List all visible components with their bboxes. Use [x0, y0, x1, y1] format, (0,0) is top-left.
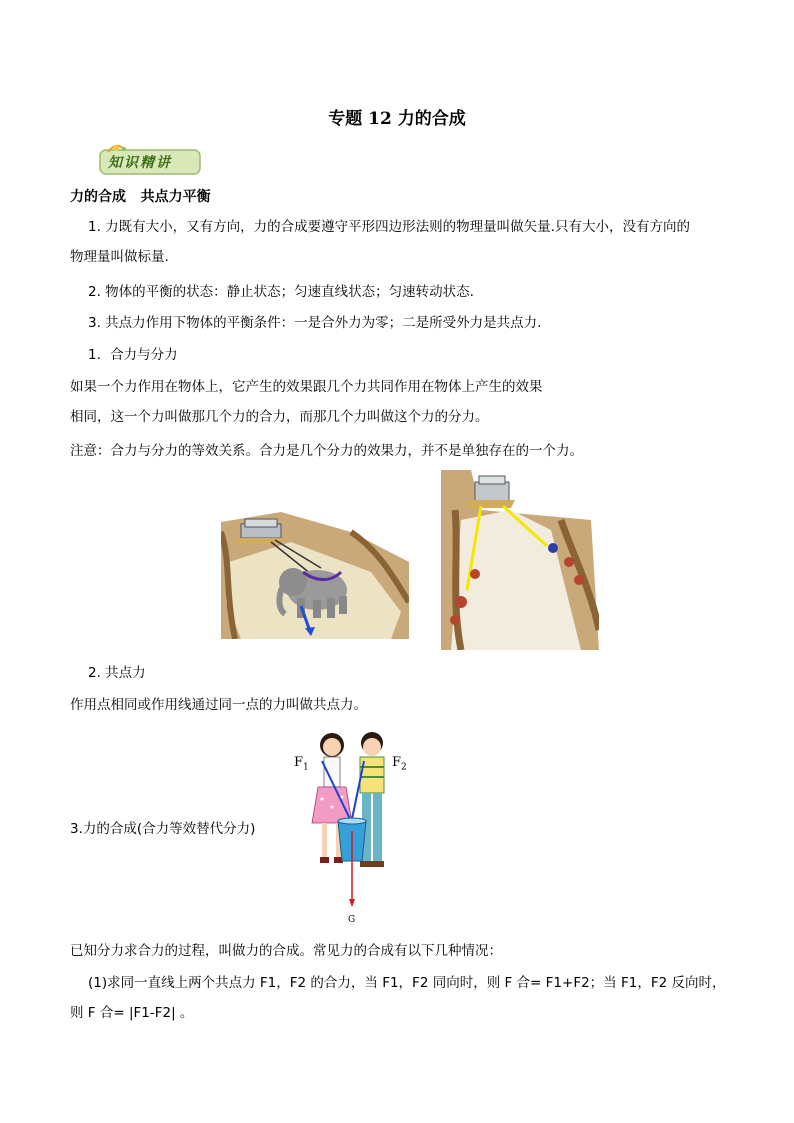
paragraph-2: 2. 物体的平衡的状态：静止状态；匀速直线状态；匀速转动状态.: [88, 284, 474, 300]
children-bucket-figure: [292, 727, 412, 932]
page-title: 专题 12 力的合成: [328, 109, 466, 129]
subheading-2: 2. 共点力: [88, 665, 146, 681]
paragraph-5: 作用点相同或作用线通过同一点的力叫做共点力。: [70, 697, 367, 713]
paragraph-7-line-1: (1)求同一直线上两个共点力 F1，F2 的合力，当 F1，F2 同向时，则 F 合= F1+F2；当 F1，F2 反向时，: [88, 975, 726, 991]
badge-label: 知识精讲: [108, 155, 172, 171]
f2-label: $F_2$: [392, 755, 407, 773]
paragraph-1-line-2: 物理量叫做标量.: [70, 249, 169, 265]
f1-label: $F_1$: [294, 755, 309, 773]
paragraph-4-line-2: 相同，这一个力叫做那几个力的合力，而那几个力叫做这个力的分力。: [70, 409, 489, 425]
people-pulling-illustration: [441, 470, 599, 650]
subheading-1: 1．合力与分力: [88, 347, 178, 363]
subheading-3: 3.力的合成(合力等效替代分力): [70, 821, 256, 837]
paragraph-3: 3. 共点力作用下物体的平衡条件：一是合外力为零；二是所受外力是共点力.: [88, 315, 542, 331]
elephant-pulling-illustration: [221, 502, 409, 639]
paragraph-4: [70, 372, 730, 432]
paragraph-4-line-1: 如果一个力作用在物体上，它产生的效果跟几个力共同作用在物体上产生的效果: [70, 379, 543, 395]
paragraph-6: 已知分力求合力的过程，叫做力的合成。常见力的合成有以下几种情况：: [70, 943, 502, 959]
paragraph-7: [70, 968, 730, 1028]
section-heading: 力的合成 共点力平衡: [70, 189, 211, 205]
paragraph-1-line-1: 1. 力既有大小，又有方向，力的合成要遵守平形四边形法则的物理量叫做矢量.只有大小，没有方向的: [88, 219, 690, 235]
g-label: G: [348, 915, 356, 925]
section-badge: [98, 144, 202, 176]
note: 注意：合力与分力的等效关系。合力是几个分力的效果力，并不是单独存在的一个力。: [70, 443, 583, 459]
paragraph-1: [70, 212, 730, 272]
paragraph-7-line-2: 则 F 合= |F1-F2| 。: [70, 1005, 194, 1021]
